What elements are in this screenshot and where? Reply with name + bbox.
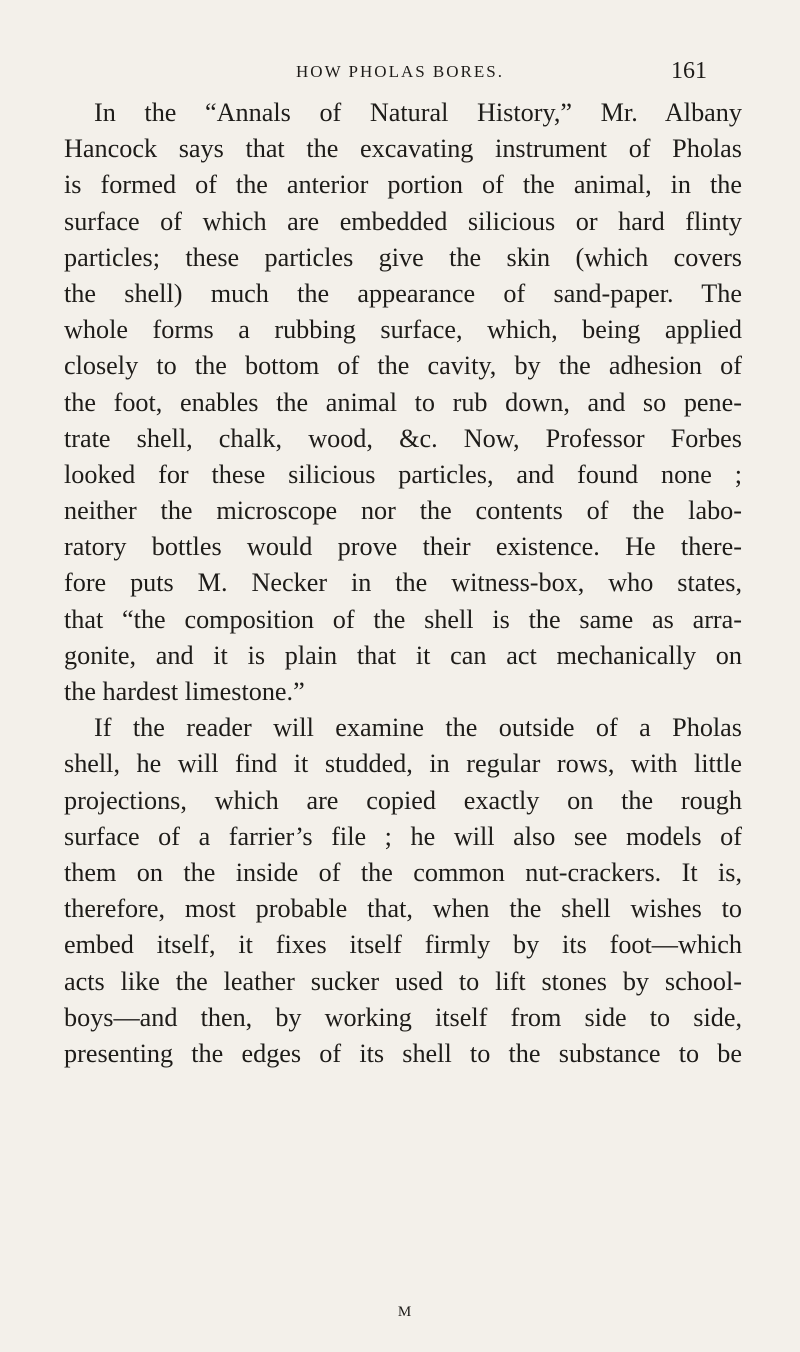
text-line: boys—and then, by working itself from side to side, xyxy=(64,1002,742,1032)
text-line: shell, he will find it studded, in regular rows, with little xyxy=(64,749,742,779)
text-line: In the “Annals of Natural History,” Mr. Albany xyxy=(94,98,742,127)
text-line: surface of a farrier’s file ; he will also see models of xyxy=(64,821,742,851)
text-line: acts like the leather sucker used to lift stones by school- xyxy=(64,966,742,996)
paragraph-annals xyxy=(64,95,742,710)
body-text xyxy=(64,95,742,1072)
text-line: is formed of the anterior portion of the animal, in the xyxy=(64,170,742,200)
page-number: 161 xyxy=(671,58,707,84)
text-line: trate shell, chalk, wood, &c. Now, Professor Forbes xyxy=(64,423,742,453)
text-line: the shell) much the appearance of sand-paper. The xyxy=(64,278,742,308)
text-line: the hardest limestone.” xyxy=(64,677,305,706)
text-line: If the reader will examine the outside of a Pholas xyxy=(94,713,742,743)
text-line: embed itself, it fixes itself firmly by its foot—which xyxy=(64,930,742,960)
text-line: Hancock says that the excavating instrument of Pholas xyxy=(64,134,742,164)
text-line: neither the microscope nor the contents of the labo- xyxy=(64,496,742,526)
text-line: whole forms a rubbing surface, which, being applied xyxy=(64,315,742,345)
text-line: ratory bottles would prove their existence. He there- xyxy=(64,532,742,562)
signature-letter: M xyxy=(397,1304,413,1320)
paragraph-pholas-shell xyxy=(64,710,742,1072)
text-line: them on the inside of the common nut-crackers. It is, xyxy=(64,857,742,887)
running-head xyxy=(0,58,800,88)
text-line: looked for these silicious particles, and found none ; xyxy=(64,459,742,489)
text-line: projections, which are copied exactly on the rough xyxy=(64,785,742,815)
signature-mark xyxy=(0,1304,800,1321)
text-line: fore puts M. Necker in the witness-box, who states, xyxy=(64,568,742,598)
text-line: particles; these particles give the skin (which covers xyxy=(64,242,742,272)
text-line: closely to the bottom of the cavity, by the adhesion of xyxy=(64,351,742,381)
text-line: gonite, and it is plain that it can act mechanically on xyxy=(64,640,742,670)
text-line: surface of which are embedded silicious or hard flinty xyxy=(64,206,742,236)
text-line: therefore, most probable that, when the shell wishes to xyxy=(64,894,742,924)
running-title: HOW PHOLAS BORES. xyxy=(296,62,504,81)
text-line: that “the composition of the shell is the same as arra- xyxy=(64,604,742,634)
text-line: presenting the edges of its shell to the substance to be xyxy=(64,1038,742,1068)
text-line: the foot, enables the animal to rub down, and so pene- xyxy=(64,387,742,417)
